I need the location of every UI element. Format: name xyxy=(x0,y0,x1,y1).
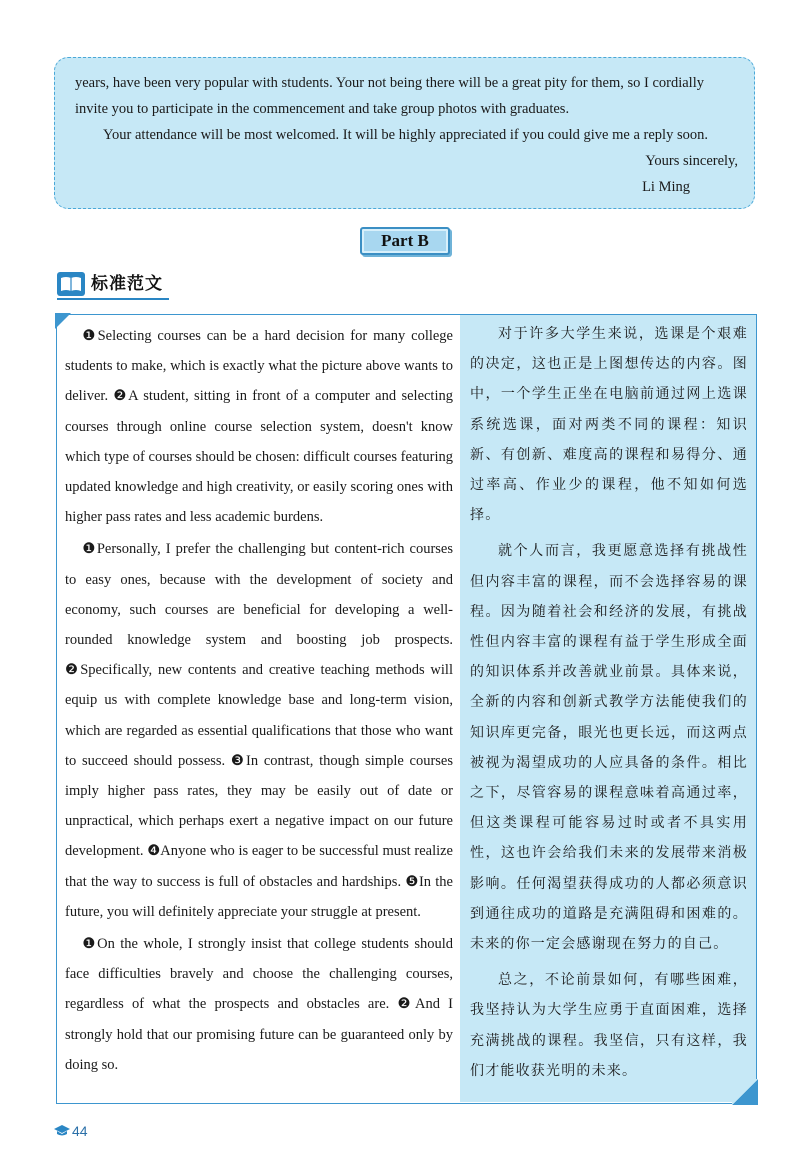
graduation-cap-icon xyxy=(54,1123,70,1141)
section-header xyxy=(57,272,169,300)
letter-signature: Li Ming xyxy=(642,179,690,195)
book-icon xyxy=(57,272,85,296)
page-number: 44 xyxy=(72,1123,88,1139)
letter-line-2: invite you to participate in the commencement and take group photos with graduates. xyxy=(75,101,570,117)
letter-closing: Yours sincerely, xyxy=(645,153,738,169)
page-fold-decoration xyxy=(732,1079,758,1105)
english-essay xyxy=(65,321,453,1082)
page-footer xyxy=(54,1122,88,1140)
chinese-paragraph-2: 就个人而言，我更愿意选择有挑战性但内容丰富的课程，而不会选择容易的课程。因为随着社会和经济的发展，有挑战性但内容丰富的课程有益于学生形成全面的知识体系并改善就业前景。具体来说，全新的内容和创新式教学方法能使我们的知识库更完备，眼光也更长远，而这两点被视为渴望成功的人应具备的条件。相比之下，尽管容易的课程意味着高通过率，但这类课程可能容易过时或者不具实用性，这也许会给我们未来的发展带来消极影响。任何渴望获得成功的人都必须意识到通往成功的道路是充满阻碍和困难的。未来的你一定会感谢现在努力的自己。 xyxy=(470,543,748,953)
chinese-translation xyxy=(460,315,756,1102)
letter-box xyxy=(54,57,755,209)
english-paragraph-3: ❶On the whole, I strongly insist that college students should face difficulties bravely and choose the challenging courses, regardless of what the prospects and obstacles are. ❷And I strongly hold that our promising future can be guaranteed only by doing so. xyxy=(65,936,453,1073)
english-paragraph-1: ❶Selecting courses can be a hard decision for many college students to make, which is exactly what the picture above wants to deliver. ❷A student, sitting in front of a computer and selecting courses through online course selection system, doesn't know which type of courses should be chosen: difficult courses featuring updated knowledge and high creativity, or easily scoring ones with higher pass rates and less academic burdens. xyxy=(65,328,453,526)
chinese-paragraph-1: 对于许多大学生来说，选课是个艰难的决定，这也正是上图想传达的内容。图中，一个学生正坐在电脑前通过网上选课系统选课，面对两类不同的课程：知识新、有创新、难度高的课程和易得分、通过率高、作业少的课程，他不知如何选择。 xyxy=(470,326,748,524)
chinese-paragraph-3: 总之，不论前景如何，有哪些困难，我坚持认为大学生应勇于直面困难，选择充满挑战的课程。我坚信，只有这样，我们才能收获光明的未来。 xyxy=(470,972,748,1079)
letter-line-3: Your attendance will be most welcomed. It will be highly appreciated if you could give me a reply soon. xyxy=(103,127,708,143)
english-paragraph-2: ❶Personally, I prefer the challenging but content-rich courses to easy ones, because with the development of society and economy, such courses are beneficial for developing a well-rounded knowledge system and boosting job prospects. ❷Specifically, new contents and creative teaching methods will equip us with complete knowledge base and long-term vision, which are regarded as essential qualifications that those who want to succeed should possess. ❸In contrast, though simple courses imply higher pass rates, they may be easily out of date or unpractical, which perhaps exert a negative impact on our future development. ❹Anyone who is eager to be successful must realize that the way to success is full of obstacles and hardships. ❺In the future, you will definitely appreciate your struggle at present. xyxy=(65,541,453,920)
essay-panel xyxy=(56,314,757,1104)
part-label: Part B xyxy=(360,227,450,255)
section-title: 标准范文 xyxy=(91,274,163,294)
letter-line-1: years, have been very popular with students. Your not being there will be a great pity for them, so I cordially xyxy=(75,75,704,91)
